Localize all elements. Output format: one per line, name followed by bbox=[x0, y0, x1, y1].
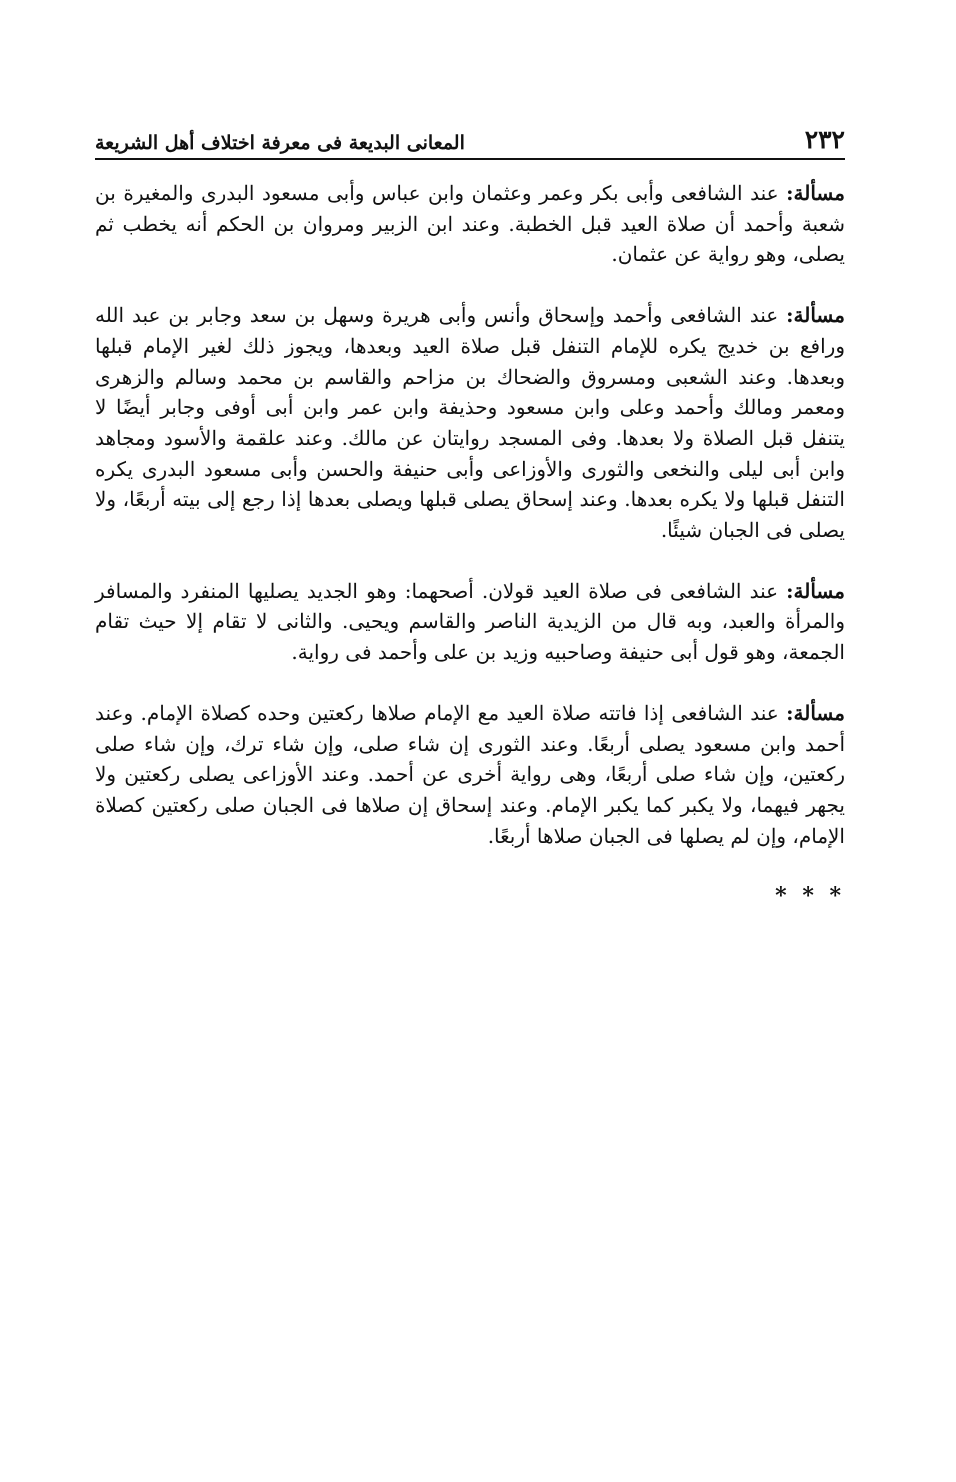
paragraph-term: مسألة: bbox=[786, 578, 845, 603]
paragraph-text: عند الشافعى فى صلاة العيد قولان. أصحهما: وهو الجديد يصليها المنفرد والمسافر والمرأة والعبد، وبه قال من الزيدية الناصر والقاسم ويحيى. والثانى لا تقام إلا حيث تقام الجمعة، وهو قول أبى حنيفة وصاحبيه وزيد بن على وأحمد فى رواية. bbox=[95, 578, 845, 665]
book-page bbox=[95, 118, 845, 912]
paragraph-text: عند الشافعى وأبى بكر وعمر وعثمان وابن عباس وأبى مسعود البدرى والمغيرة بن شعبة وأحمد أن صلاة العيد قبل الخطبة. وعند ابن الزبير ومروان بن الحكم أنه يخطب ثم يصلى، وهو رواية عن عثمان. bbox=[95, 181, 845, 267]
paragraph-3 bbox=[95, 576, 845, 668]
paragraph-1 bbox=[95, 178, 845, 270]
paragraph-text: عند الشافعى وأحمد وإسحاق وأنس وأبى هريرة وسهل بن سعد وجابر بن عبد الله ورافع بن خديج يكره للإمام التنفل قبل صلاة العيد وبعدها، ويجوز ذلك لغير الإمام قبلها وبعدها. وعند الشعبى ومسروق والضحاك بن مزاحم والقاسم بن محمد وسالم والزهرى ومعمر ومالك وأحمد وعلى وابن مسعود وحذيفة وابن عمر وابن أبى أوفى وجابر أيضًا لا يتنفل قبل الصلاة ولا بعدها. وفى المسجد روايتان عن مالك. وعند علقمة والأسود ومجاهد وابن أبى ليلى والنخعى والثورى والأوزاعى وأبى حنيفة والحسن وأبى مسعود البدرى يكره التنفل قبلها ولا يكره بعدها. وعند إسحاق يصلى قبلها ويصلى بعدها إذا رجع إلى بيته أربعًا، ولا يصلى فى الجبان شيئًا. bbox=[95, 303, 845, 543]
page-body bbox=[95, 178, 845, 912]
paragraph-2 bbox=[95, 300, 845, 546]
page-header bbox=[95, 118, 845, 158]
page-number: ٢٣٢ bbox=[804, 125, 845, 154]
paragraph-text: عند الشافعى إذا فاتته صلاة العيد مع الإمام صلاها ركعتين وحده كصلاة الإمام. وعند أحمد وابن مسعود يصلى أربعًا. وعند الثورى إن شاء صلى، وإن شاء ترك، وإن شاء صلى ركعتين، وإن شاء صلى أربعًا، وهى رواية أخرى عن أحمد. وعند الأوزاعى يصلى ركعتين ولا يجهر فيهما، ولا يكبر كما يكبر الإمام. وعند إسحاق إن صلاها فى الجبان صلى ركعتين كصلاة الإمام، وإن لم يصلها فى الجبان صلاها أربعًا. bbox=[95, 700, 845, 848]
running-title: المعانى البديعة فى معرفة اختلاف أهل الشريعة bbox=[95, 132, 465, 154]
section-ornament: * * * bbox=[775, 883, 845, 910]
header-rule bbox=[95, 158, 845, 160]
paragraph-term: مسألة: bbox=[786, 181, 845, 205]
paragraph-4 bbox=[95, 698, 845, 852]
paragraph-term: مسألة: bbox=[786, 700, 845, 725]
paragraph-term: مسألة: bbox=[786, 303, 845, 328]
